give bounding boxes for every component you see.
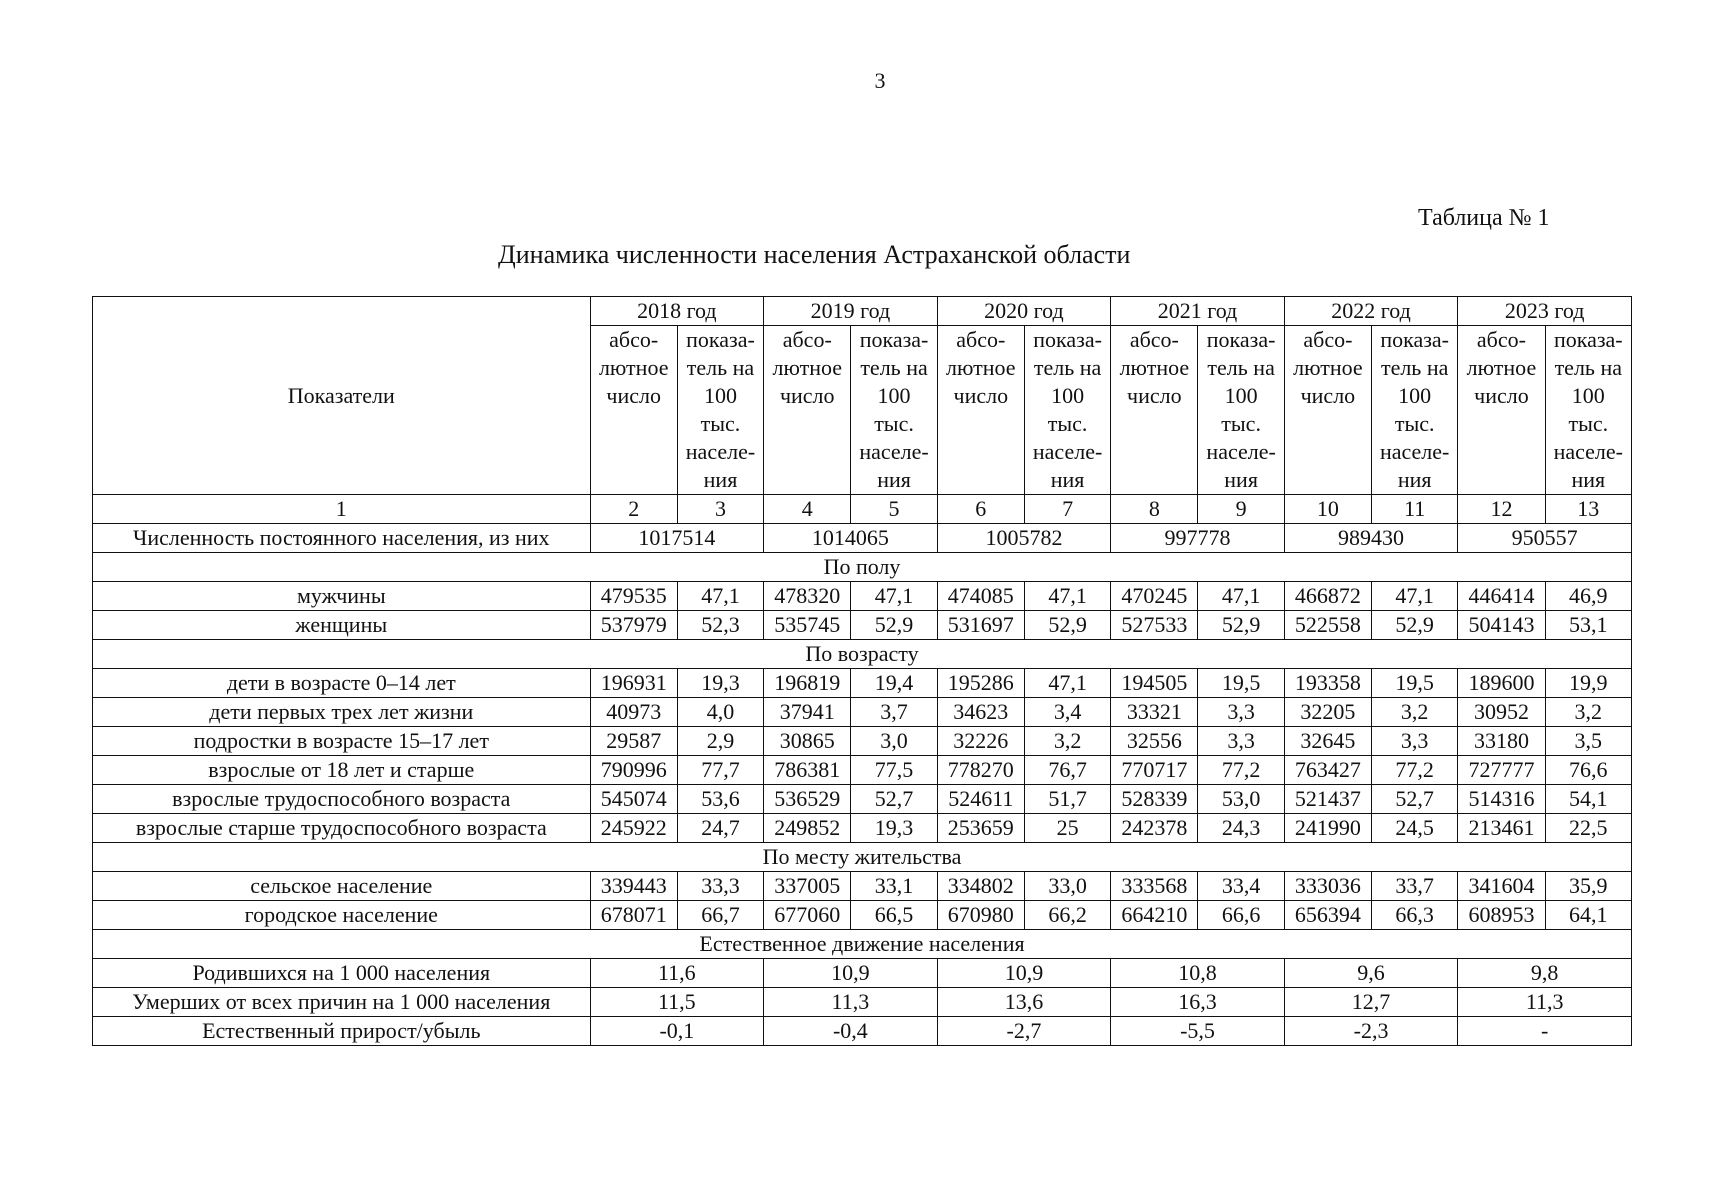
subheader-rate	[851, 326, 937, 495]
rate-value: 77,2	[1372, 756, 1458, 785]
subheader-line: населе-	[685, 439, 756, 464]
column-number: 1	[93, 495, 591, 524]
rate-value: 11,3	[1458, 988, 1632, 1017]
absolute-value: 537979	[590, 611, 677, 640]
subheader-line: 100	[1571, 383, 1605, 408]
absolute-value: 249852	[764, 814, 851, 843]
table-row	[93, 698, 1632, 727]
absolute-value: 29587	[590, 727, 677, 756]
absolute-value: 528339	[1111, 785, 1198, 814]
table-row	[93, 727, 1632, 756]
absolute-value: 32645	[1284, 727, 1371, 756]
absolute-value: 522558	[1284, 611, 1371, 640]
rate-value: 3,3	[1198, 727, 1284, 756]
absolute-value: 656394	[1284, 901, 1371, 930]
row-label: взрослые от 18 лет и старше	[93, 756, 591, 785]
subheader-line: тыс.	[1047, 411, 1088, 436]
absolute-value: 194505	[1111, 669, 1198, 698]
subheader-line: тель на	[1033, 355, 1102, 380]
subheader-absolute	[764, 326, 851, 495]
subheader-rate	[1198, 326, 1284, 495]
absolute-value: 196931	[590, 669, 677, 698]
subheader-line: лютное	[772, 355, 843, 380]
rate-value: -2,3	[1284, 1017, 1458, 1046]
rate-value: -	[1458, 1017, 1632, 1046]
year-header: 2023 год	[1458, 297, 1632, 326]
column-number: 5	[851, 495, 937, 524]
section-header: По месту жительства	[93, 843, 1632, 872]
absolute-value: 213461	[1458, 814, 1545, 843]
table-row	[93, 988, 1632, 1017]
subheader-line: тель на	[686, 355, 755, 380]
row-label: мужчины	[93, 582, 591, 611]
subheader-line: лютное	[1293, 355, 1363, 380]
rate-value: 77,7	[677, 756, 763, 785]
subheader-line: тель на	[1380, 355, 1449, 380]
subheader-line: показа-	[1380, 327, 1450, 352]
subheader-line: число	[606, 383, 661, 408]
rate-value: 3,2	[1372, 698, 1458, 727]
rate-value: 47,1	[851, 582, 937, 611]
subheader-line: тыс.	[1568, 411, 1609, 436]
table-row	[93, 785, 1632, 814]
rate-value: 52,9	[851, 611, 937, 640]
absolute-value: 32226	[937, 727, 1024, 756]
table-row	[93, 901, 1632, 930]
subheader-line: число	[1127, 383, 1182, 408]
absolute-value: 245922	[590, 814, 677, 843]
subheader-line: тель на	[860, 355, 928, 380]
column-number-row	[93, 495, 1632, 524]
subheader-line: абсо-	[1476, 327, 1526, 352]
column-number: 2	[590, 495, 677, 524]
column-number: 6	[937, 495, 1024, 524]
rate-value: 52,9	[1198, 611, 1284, 640]
subheader-line: тыс.	[1221, 411, 1261, 436]
subheader-absolute	[1458, 326, 1545, 495]
subheader-line: ния	[1397, 467, 1432, 492]
subheader-line: число	[1300, 383, 1356, 408]
rate-value: 19,5	[1372, 669, 1458, 698]
rate-value: 13,6	[937, 988, 1111, 1017]
rate-value: 53,0	[1198, 785, 1284, 814]
rate-value: 76,6	[1545, 756, 1631, 785]
row-label: Численность постоянного населения, из них	[93, 524, 591, 553]
row-label: взрослые старше трудоспособного возраста	[93, 814, 591, 843]
rate-value: 12,7	[1284, 988, 1458, 1017]
subheader-line: 100	[1051, 383, 1085, 408]
total-value: 950557	[1458, 524, 1632, 553]
subheader-line: населе-	[1206, 439, 1276, 464]
absolute-value: 474085	[937, 582, 1024, 611]
table-row	[93, 1017, 1632, 1046]
rate-value: 3,0	[851, 727, 937, 756]
column-number: 8	[1111, 495, 1198, 524]
rate-value: 3,2	[1024, 727, 1110, 756]
absolute-value: 30865	[764, 727, 851, 756]
subheader-line: ния	[1571, 467, 1606, 492]
rate-value: 33,3	[677, 872, 763, 901]
page-number: 3	[874, 68, 886, 93]
rate-value: 3,2	[1545, 698, 1631, 727]
absolute-value: 195286	[937, 669, 1024, 698]
rate-value: 11,5	[590, 988, 764, 1017]
rate-value: 77,5	[851, 756, 937, 785]
rate-value: 47,1	[677, 582, 763, 611]
rate-value: 66,7	[677, 901, 763, 930]
rate-value: 33,7	[1372, 872, 1458, 901]
subheader-line: 100	[1398, 383, 1432, 408]
rate-value: -5,5	[1111, 1017, 1285, 1046]
rate-value: 47,1	[1198, 582, 1284, 611]
document-title: Динамика численности населения Астраханской области	[498, 240, 1131, 269]
rate-value: 66,3	[1372, 901, 1458, 930]
column-number: 12	[1458, 495, 1545, 524]
subheader-line: абсо-	[1129, 327, 1179, 352]
absolute-value: 470245	[1111, 582, 1198, 611]
subheader-line: тыс.	[700, 411, 741, 436]
rate-value: 10,9	[937, 959, 1111, 988]
absolute-value: 514316	[1458, 785, 1545, 814]
absolute-value: 479535	[590, 582, 677, 611]
column-number: 7	[1024, 495, 1110, 524]
year-header: 2021 год	[1111, 297, 1285, 326]
subheader-line: абсо-	[782, 327, 832, 352]
rate-value: 19,4	[851, 669, 937, 698]
total-value: 1005782	[937, 524, 1111, 553]
total-row	[93, 524, 1632, 553]
subheader-line: лютное	[598, 355, 669, 380]
absolute-value: 40973	[590, 698, 677, 727]
rate-value: 51,7	[1024, 785, 1110, 814]
column-number: 11	[1372, 495, 1458, 524]
absolute-value: 524611	[937, 785, 1024, 814]
column-number: 3	[677, 495, 763, 524]
table-row	[93, 756, 1632, 785]
rate-value: 35,9	[1545, 872, 1631, 901]
rate-value: 24,7	[677, 814, 763, 843]
rate-value: 3,3	[1198, 698, 1284, 727]
subheader-absolute	[937, 326, 1024, 495]
total-value: 1014065	[764, 524, 938, 553]
rate-value: 33,4	[1198, 872, 1284, 901]
table-row	[93, 814, 1632, 843]
rate-value: 19,3	[851, 814, 937, 843]
subheader-line: лютное	[1466, 355, 1537, 380]
subheader-line: показа-	[686, 327, 755, 352]
year-header: 2019 год	[764, 297, 938, 326]
rate-value: 10,8	[1111, 959, 1285, 988]
rate-value: 11,6	[590, 959, 764, 988]
column-number: 9	[1198, 495, 1284, 524]
rate-value: 53,1	[1545, 611, 1631, 640]
subheader-line: лютное	[1119, 355, 1190, 380]
rate-value: 10,9	[764, 959, 938, 988]
absolute-value: 189600	[1458, 669, 1545, 698]
subheader-absolute	[1284, 326, 1371, 495]
absolute-value: 778270	[937, 756, 1024, 785]
subheader-absolute	[1111, 326, 1198, 495]
subheader-rate	[1024, 326, 1110, 495]
row-label: Умерших от всех причин на 1 000 населения	[93, 988, 591, 1017]
absolute-value: 521437	[1284, 785, 1371, 814]
subheader-line: населе-	[1379, 439, 1450, 464]
row-label: Естественный прирост/убыль	[93, 1017, 591, 1046]
row-label: дети первых трех лет жизни	[93, 698, 591, 727]
subheader-line: 100	[1224, 383, 1258, 408]
subheader-rate	[1545, 326, 1631, 495]
subheader-line: число	[953, 383, 1009, 408]
rate-value: 25	[1024, 814, 1110, 843]
rate-value: 52,7	[1372, 785, 1458, 814]
section-header: Естественное движение населения	[93, 930, 1632, 959]
absolute-value: 32556	[1111, 727, 1198, 756]
subheader-line: населе-	[1032, 439, 1103, 464]
rate-value: 3,3	[1372, 727, 1458, 756]
section-header-row	[93, 553, 1632, 582]
indicators-header: Показатели	[93, 297, 591, 495]
rate-value: -0,4	[764, 1017, 938, 1046]
subheader-absolute	[590, 326, 677, 495]
subheader-line: тель на	[1554, 355, 1622, 380]
column-number: 10	[1284, 495, 1371, 524]
absolute-value: 33180	[1458, 727, 1545, 756]
absolute-value: 333036	[1284, 872, 1371, 901]
subheader-line: показа-	[1206, 327, 1276, 352]
absolute-value: 478320	[764, 582, 851, 611]
absolute-value: 727777	[1458, 756, 1545, 785]
table-row	[93, 872, 1632, 901]
subheader-line: показа-	[859, 327, 929, 352]
rate-value: 64,1	[1545, 901, 1631, 930]
row-label: городское население	[93, 901, 591, 930]
subheader-line: ния	[1050, 467, 1085, 492]
absolute-value: 664210	[1111, 901, 1198, 930]
absolute-value: 535745	[764, 611, 851, 640]
rate-value: 33,1	[851, 872, 937, 901]
subheader-line: 100	[877, 383, 911, 408]
year-header: 2018 год	[590, 297, 764, 326]
absolute-value: 677060	[764, 901, 851, 930]
subheader-line: абсо-	[609, 327, 659, 352]
year-header: 2020 год	[937, 297, 1111, 326]
row-label: женщины	[93, 611, 591, 640]
rate-value: 47,1	[1372, 582, 1458, 611]
absolute-value: 32205	[1284, 698, 1371, 727]
subheader-line: показа-	[1553, 327, 1623, 352]
rate-value: 11,3	[764, 988, 938, 1017]
subheader-line: тыс.	[874, 411, 914, 436]
table-row	[93, 959, 1632, 988]
row-label: Родившихся на 1 000 населения	[93, 959, 591, 988]
rate-value: 4,0	[677, 698, 763, 727]
rate-value: 46,9	[1545, 582, 1631, 611]
rate-value: 33,0	[1024, 872, 1110, 901]
rate-value: -2,7	[937, 1017, 1111, 1046]
rate-value: 24,3	[1198, 814, 1284, 843]
subheader-line: абсо-	[1303, 327, 1353, 352]
rate-value: 3,4	[1024, 698, 1110, 727]
subheader-line: лютное	[946, 355, 1016, 380]
rate-value: 22,5	[1545, 814, 1631, 843]
absolute-value: 786381	[764, 756, 851, 785]
table-row	[93, 611, 1632, 640]
absolute-value: 790996	[590, 756, 677, 785]
population-table	[92, 296, 1632, 1046]
section-header: По возрасту	[93, 640, 1632, 669]
absolute-value: 670980	[937, 901, 1024, 930]
absolute-value: 545074	[590, 785, 677, 814]
rate-value: 52,9	[1024, 611, 1110, 640]
absolute-value: 334802	[937, 872, 1024, 901]
rate-value: 47,1	[1024, 669, 1110, 698]
absolute-value: 241990	[1284, 814, 1371, 843]
rate-value: 76,7	[1024, 756, 1110, 785]
year-header: 2022 год	[1284, 297, 1458, 326]
rate-value: 9,8	[1458, 959, 1632, 988]
absolute-value: 193358	[1284, 669, 1371, 698]
absolute-value: 337005	[764, 872, 851, 901]
rate-value: 66,5	[851, 901, 937, 930]
row-label: подростки в возрасте 15–17 лет	[93, 727, 591, 756]
rate-value: 53,6	[677, 785, 763, 814]
rate-value: 9,6	[1284, 959, 1458, 988]
column-number: 13	[1545, 495, 1631, 524]
column-number: 4	[764, 495, 851, 524]
rate-value: 24,5	[1372, 814, 1458, 843]
table-row	[93, 669, 1632, 698]
rate-value: 16,3	[1111, 988, 1285, 1017]
subheader-line: показа-	[1033, 327, 1102, 352]
absolute-value: 446414	[1458, 582, 1545, 611]
subheader-line: населе-	[1553, 439, 1623, 464]
table-row	[93, 582, 1632, 611]
absolute-value: 333568	[1111, 872, 1198, 901]
subheader-line: число	[1474, 383, 1529, 408]
subheader-line: ния	[1224, 467, 1258, 492]
section-header-row	[93, 930, 1632, 959]
rate-value: 3,7	[851, 698, 937, 727]
rate-value: -0,1	[590, 1017, 764, 1046]
absolute-value: 37941	[764, 698, 851, 727]
absolute-value: 763427	[1284, 756, 1371, 785]
rate-value: 77,2	[1198, 756, 1284, 785]
total-value: 997778	[1111, 524, 1285, 553]
section-header-row	[93, 640, 1632, 669]
absolute-value: 341604	[1458, 872, 1545, 901]
absolute-value: 608953	[1458, 901, 1545, 930]
rate-value: 19,5	[1198, 669, 1284, 698]
row-label: сельское население	[93, 872, 591, 901]
absolute-value: 339443	[590, 872, 677, 901]
section-header-row	[93, 843, 1632, 872]
table-caption: Таблица № 1	[1418, 205, 1550, 231]
absolute-value: 242378	[1111, 814, 1198, 843]
absolute-value: 466872	[1284, 582, 1371, 611]
absolute-value: 531697	[937, 611, 1024, 640]
subheader-line: тель на	[1207, 355, 1275, 380]
row-label: взрослые трудоспособного возраста	[93, 785, 591, 814]
rate-value: 66,6	[1198, 901, 1284, 930]
rate-value: 66,2	[1024, 901, 1110, 930]
absolute-value: 527533	[1111, 611, 1198, 640]
subheader-line: ния	[877, 467, 911, 492]
total-value: 989430	[1284, 524, 1458, 553]
row-label: дети в возрасте 0–14 лет	[93, 669, 591, 698]
absolute-value: 536529	[764, 785, 851, 814]
section-header: По полу	[93, 553, 1632, 582]
subheader-rate	[677, 326, 763, 495]
absolute-value: 196819	[764, 669, 851, 698]
rate-value: 52,7	[851, 785, 937, 814]
rate-value: 19,9	[1545, 669, 1631, 698]
rate-value: 52,3	[677, 611, 763, 640]
subheader-line: тыс.	[1394, 411, 1435, 436]
rate-value: 19,3	[677, 669, 763, 698]
rate-value: 2,9	[677, 727, 763, 756]
subheader-line: абсо-	[956, 327, 1006, 352]
absolute-value: 770717	[1111, 756, 1198, 785]
rate-value: 3,5	[1545, 727, 1631, 756]
absolute-value: 30952	[1458, 698, 1545, 727]
subheader-line: ния	[703, 467, 738, 492]
rate-value: 47,1	[1024, 582, 1110, 611]
absolute-value: 504143	[1458, 611, 1545, 640]
absolute-value: 678071	[590, 901, 677, 930]
subheader-rate	[1372, 326, 1458, 495]
rate-value: 54,1	[1545, 785, 1631, 814]
rate-value: 52,9	[1372, 611, 1458, 640]
total-value: 1017514	[590, 524, 764, 553]
subheader-line: число	[779, 383, 835, 408]
absolute-value: 33321	[1111, 698, 1198, 727]
absolute-value: 253659	[937, 814, 1024, 843]
year-header-row	[93, 297, 1632, 326]
absolute-value: 34623	[937, 698, 1024, 727]
subheader-line: населе-	[859, 439, 929, 464]
subheader-line: 100	[703, 383, 737, 408]
